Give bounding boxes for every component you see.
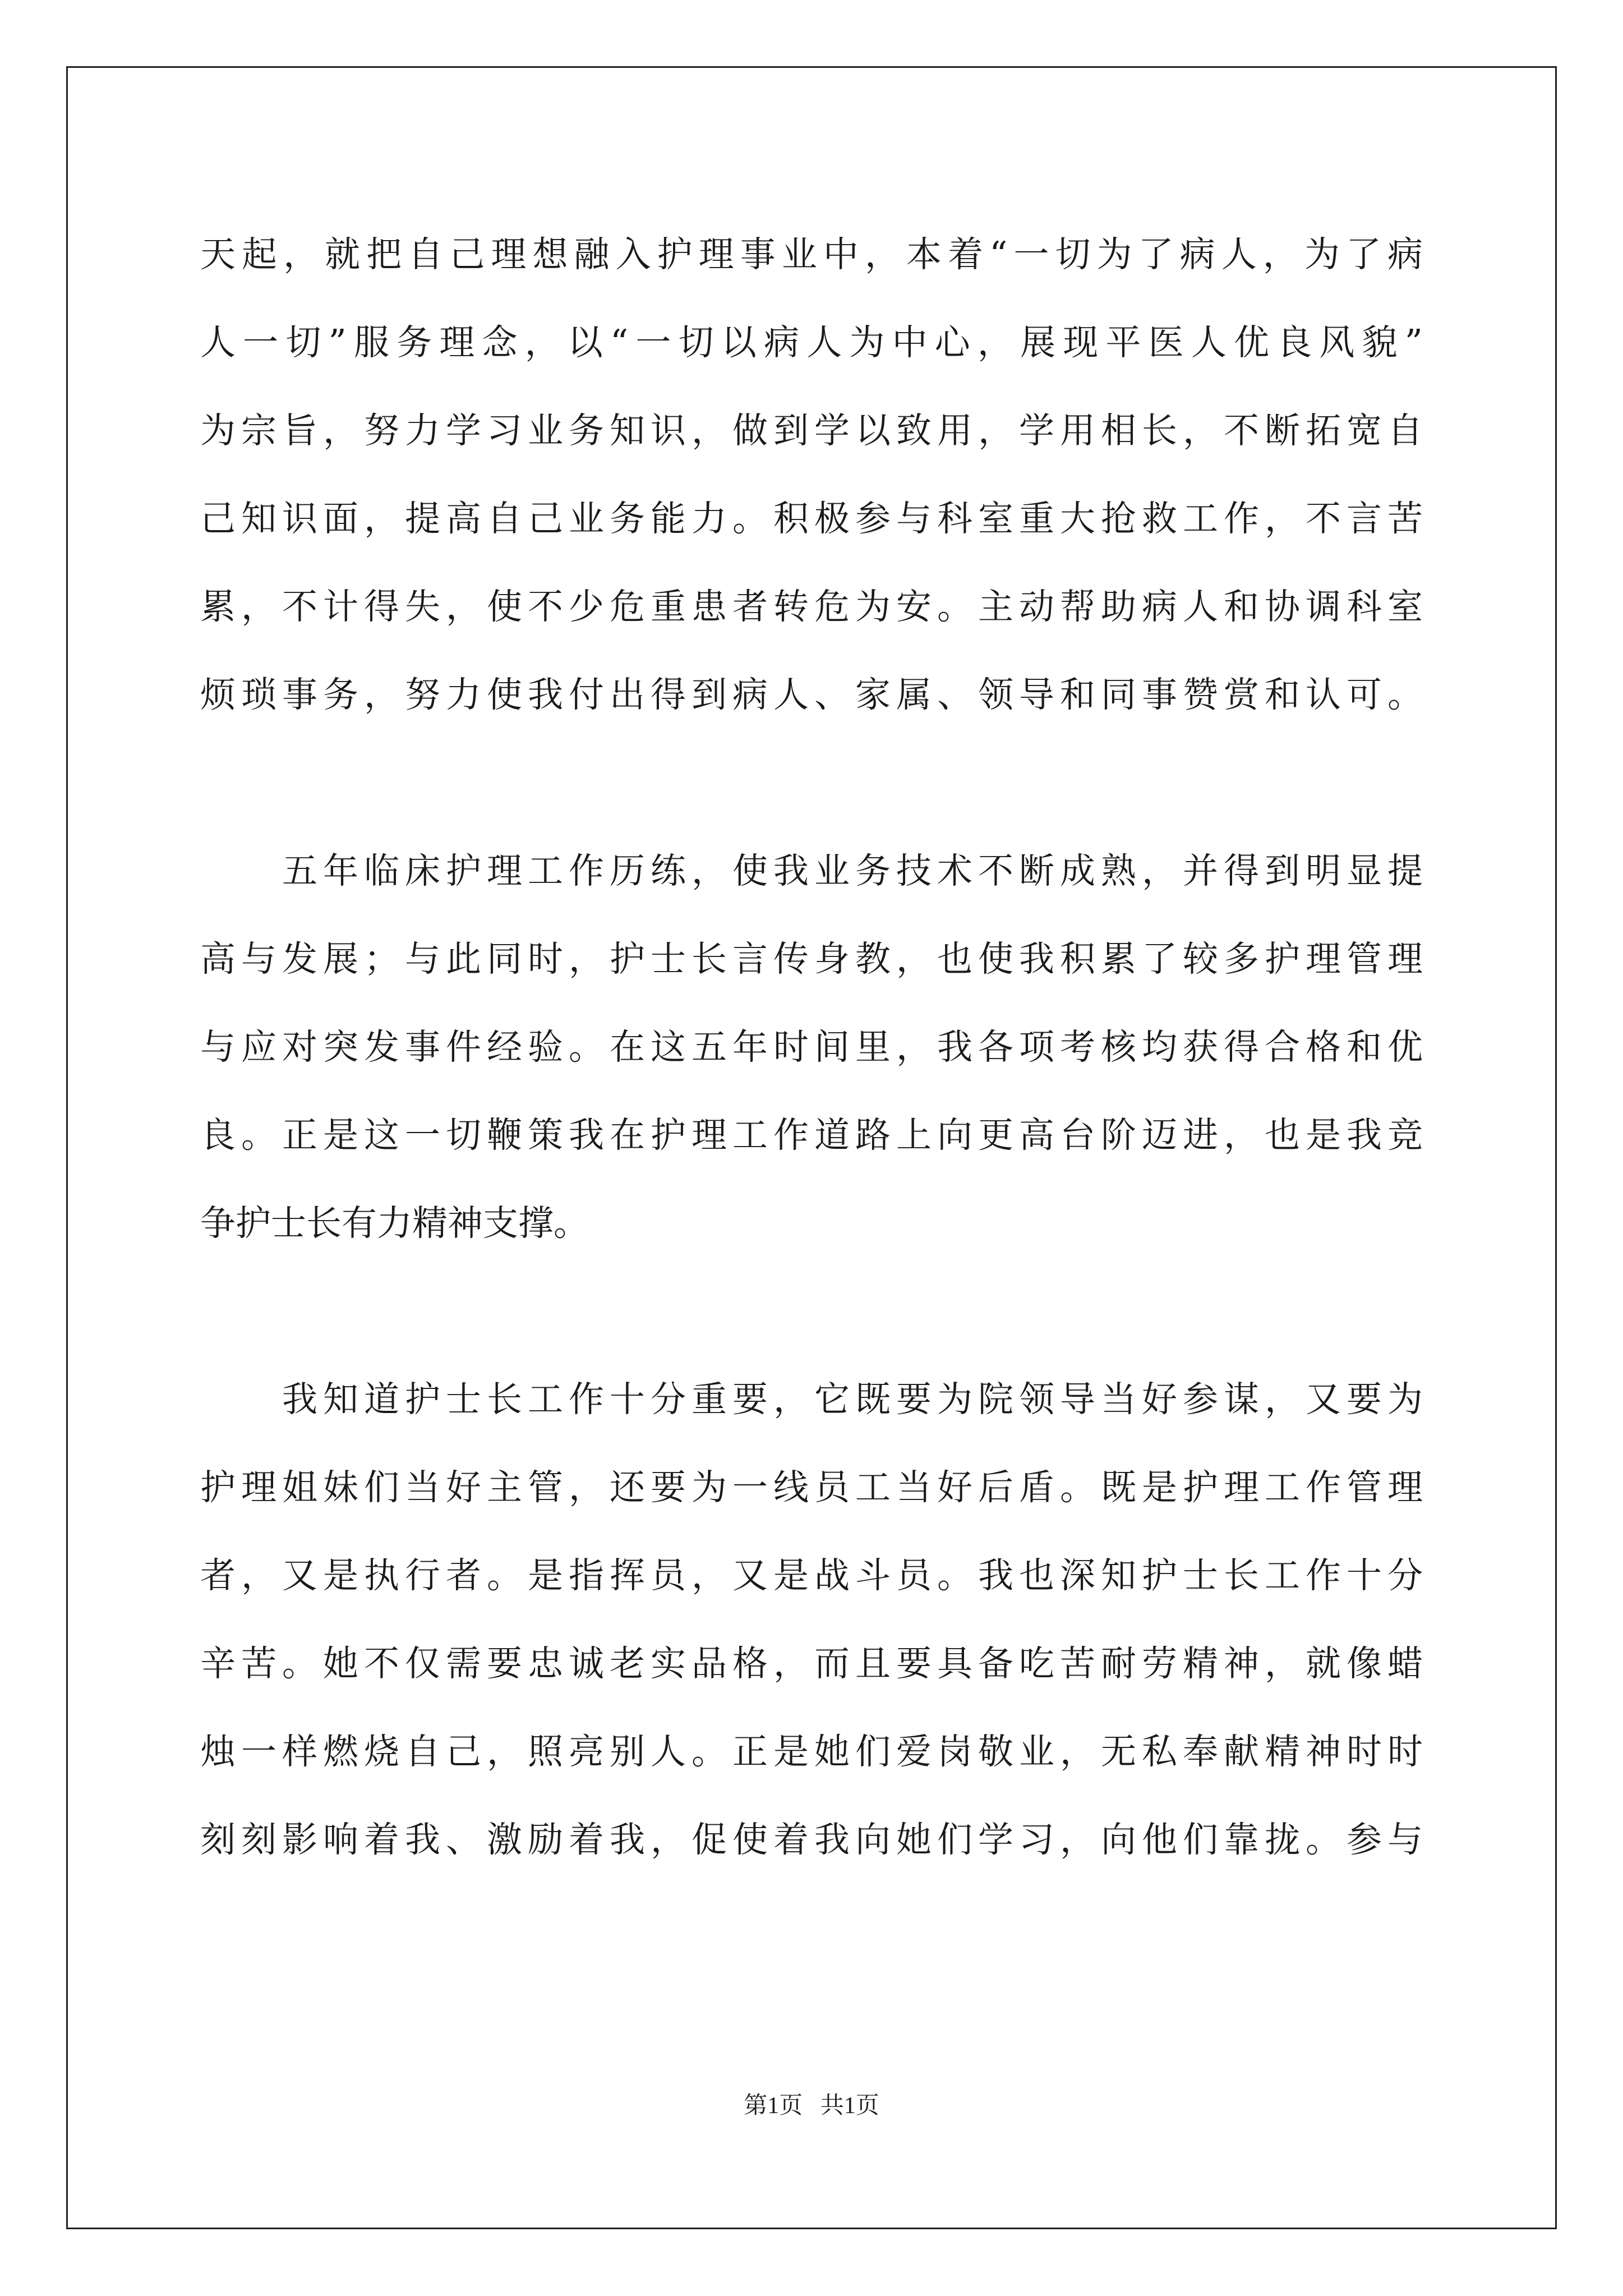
paragraph-3-line-4: 辛苦。她不仅需要忠诚老实品格，而且要具备吃苦耐劳精神，就像蜡	[200, 1643, 1423, 1684]
paragraph-spacer	[200, 1267, 1423, 1355]
paragraph-1-line-5: 累，不计得失，使不少危重患者转危为安。主动帮助病人和协调科室	[200, 586, 1423, 627]
document-body	[200, 210, 1423, 1884]
page-footer	[0, 2087, 1623, 2120]
paragraph-2-line-5: 争护士长有力精神支撑。	[200, 1203, 589, 1244]
paragraph-1-line-4: 己知识面，提高自己业务能力。积极参与科室重大抢救工作，不言苦	[200, 498, 1423, 539]
paragraph-1-line-3: 为宗旨，努力学习业务知识，做到学以致用，学用相长，不断拓宽自	[200, 410, 1423, 451]
paragraph-3-line-5: 烛一样燃烧自己，照亮别人。正是她们爱岗敬业，无私奉献精神时时	[200, 1731, 1423, 1772]
paragraph-2-line-2: 高与发展；与此同时，护士长言传身教，也使我积累了较多护理管理	[200, 938, 1423, 979]
paragraph-3-line-2: 护理姐妹们当好主管，还要为一线员工当好后盾。既是护理工作管理	[200, 1467, 1423, 1508]
paragraph-2-line-4: 良。正是这一切鞭策我在护理工作道路上向更高台阶迈进，也是我竞	[200, 1115, 1423, 1156]
paragraph-3-line-6: 刻刻影响着我、激励着我，促使着我向她们学习，向他们靠拢。参与	[200, 1819, 1423, 1860]
paragraph-2-line-1: 五年临床护理工作历练，使我业务技术不断成熟，并得到明显提	[200, 850, 1423, 891]
paragraph-1-line-2: 人一切”服务理念，以“一切以病人为中心，展现平医人优良风貌”	[200, 322, 1423, 363]
paragraph-1-line-1: 天起，就把自己理想融入护理事业中，本着“一切为了病人，为了病	[200, 234, 1423, 275]
paragraph-1-line-6: 烦琐事务，努力使我付出得到病人、家属、领导和同事赞赏和认可。	[200, 674, 1423, 715]
paragraph-spacer	[200, 739, 1423, 827]
paragraph-3-line-3: 者，又是执行者。是指挥员，又是战斗员。我也深知护士长工作十分	[200, 1555, 1423, 1596]
page-number: 第1页 共1页	[744, 2093, 879, 2119]
paragraph-2-line-3: 与应对突发事件经验。在这五年时间里，我各项考核均获得合格和优	[200, 1027, 1423, 1068]
paragraph-3-line-1: 我知道护士长工作十分重要，它既要为院领导当好参谋，又要为	[200, 1379, 1423, 1420]
